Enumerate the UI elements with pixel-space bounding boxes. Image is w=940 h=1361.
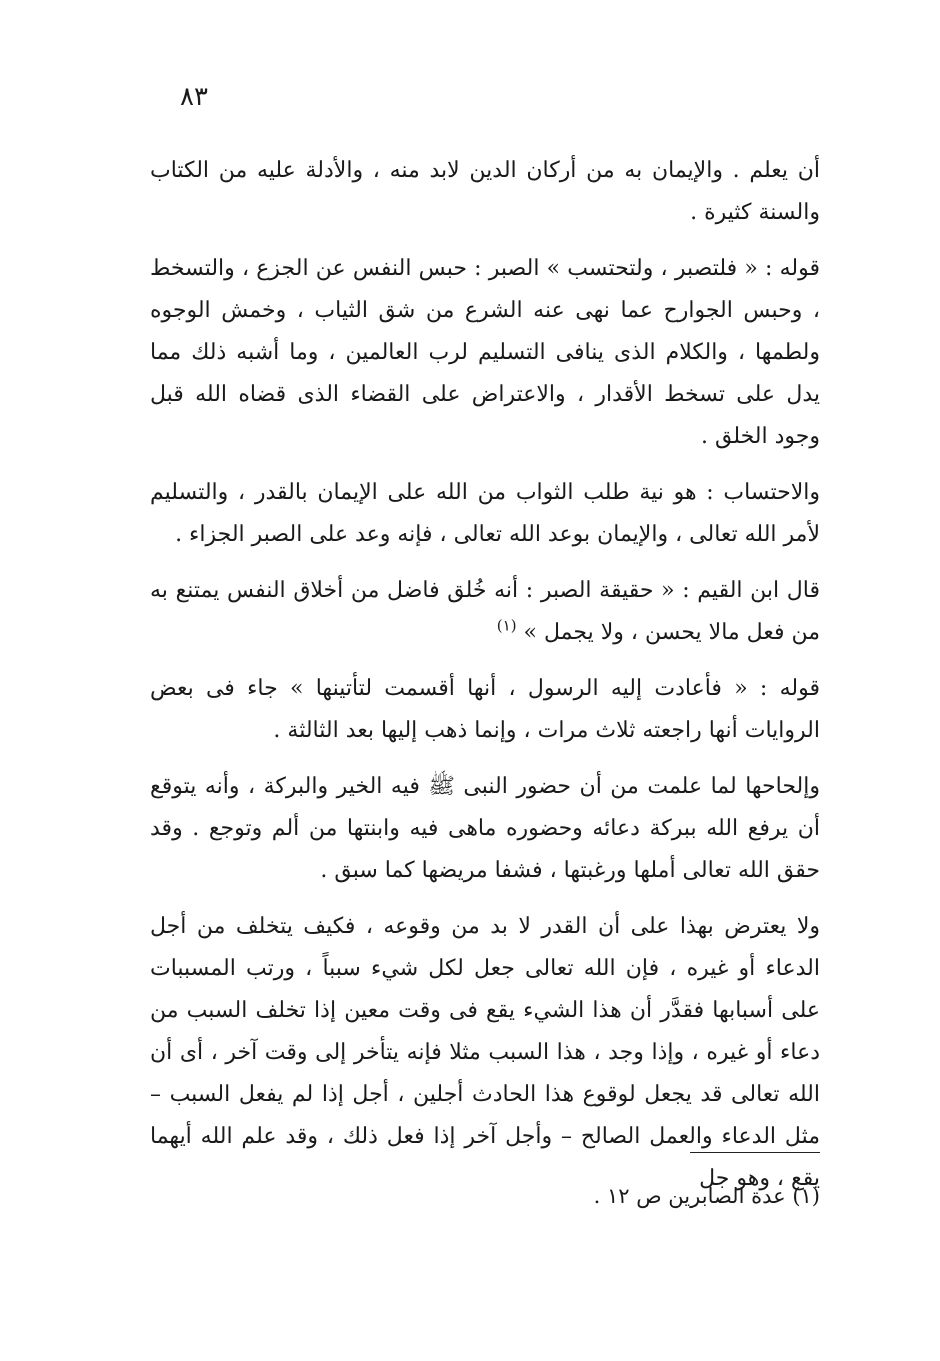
paragraph: قوله : « فأعادت إليه الرسول ، أنها أقسمت لتأتينها » جاء فى بعض الروايات أنها راجعته ثلاث مرات ، وإنما ذهب إليها بعد الثالثة . <box>150 676 820 743</box>
paragraph: قوله : « فلتصبر ، ولتحتسب » الصبر : حبس النفس عن الجزع ، والتسخط ، وحبس الجوارح عما نهى عنه الشرع من شق الثياب ، وخمش الوجوه ولطمها ، والكلام الذى ينافى التسليم لرب العالمين ، وما أشبه ذلك مما يدل على تسخط الأقدار ، والاعتراض على القضاء الذى قضاه الله قبل وجود الخلق . <box>150 256 820 449</box>
paragraph-with-footnote <box>150 570 820 654</box>
footnote-marker: (١) <box>496 616 517 635</box>
paragraph-text: قال ابن القيم : « حقيقة الصبر : أنه خُلق فاضل من أخلاق النفس يمتنع به من فعل مالا يحسن ، ولا يجمل » <box>150 578 820 645</box>
paragraph: ولا يعترض بهذا على أن القدر لا بد من وقوعه ، فكيف يتخلف من أجل الدعاء أو غيره ، فإن الله تعالى جعل لكل شيء سبباً ، ورتب المسببات على أسبابها فقدَّر أن هذا الشيء يقع فى وقت معين إذا تخلف السبب من دعاء أو غيره ، وإذا وجد ، هذا السبب مثلا فإنه يتأخر إلى وقت آخر ، أى أن الله تعالى قد يجعل لوقوع هذا الحادث أجلين ، أجل إذا لم يفعل السبب – مثل الدعاء والعمل الصالح – وأجل آخر إذا فعل ذلك ، وقد علم الله أيهما يقع ، وهو جل <box>150 914 820 1191</box>
footnote: (١) عدة الصابرين ص ١٢ . <box>593 1184 820 1208</box>
paragraph: وإلحاحها لما علمت من أن حضور النبى ﷺ فيه الخير والبركة ، وأنه يتوقع أن يرفع الله ببركة دعائه وحضوره ماهى فيه وابنتها من ألم وتوجع . وقد حقق الله تعالى أملها ورغبتها ، فشفا مريضها كما سبق . <box>150 774 820 883</box>
footnote-divider <box>690 1152 820 1153</box>
page-number: ٨٣ <box>180 82 208 112</box>
paragraph: أن يعلم . والإيمان به من أركان الدين لابد منه ، والأدلة عليه من الكتاب والسنة كثيرة . <box>150 158 820 225</box>
paragraph: والاحتساب : هو نية طلب الثواب من الله على الإيمان بالقدر ، والتسليم لأمر الله تعالى ، والإيمان بوعد الله تعالى ، فإنه وعد على الصبر الجزاء . <box>150 480 820 547</box>
main-text <box>150 150 820 1214</box>
